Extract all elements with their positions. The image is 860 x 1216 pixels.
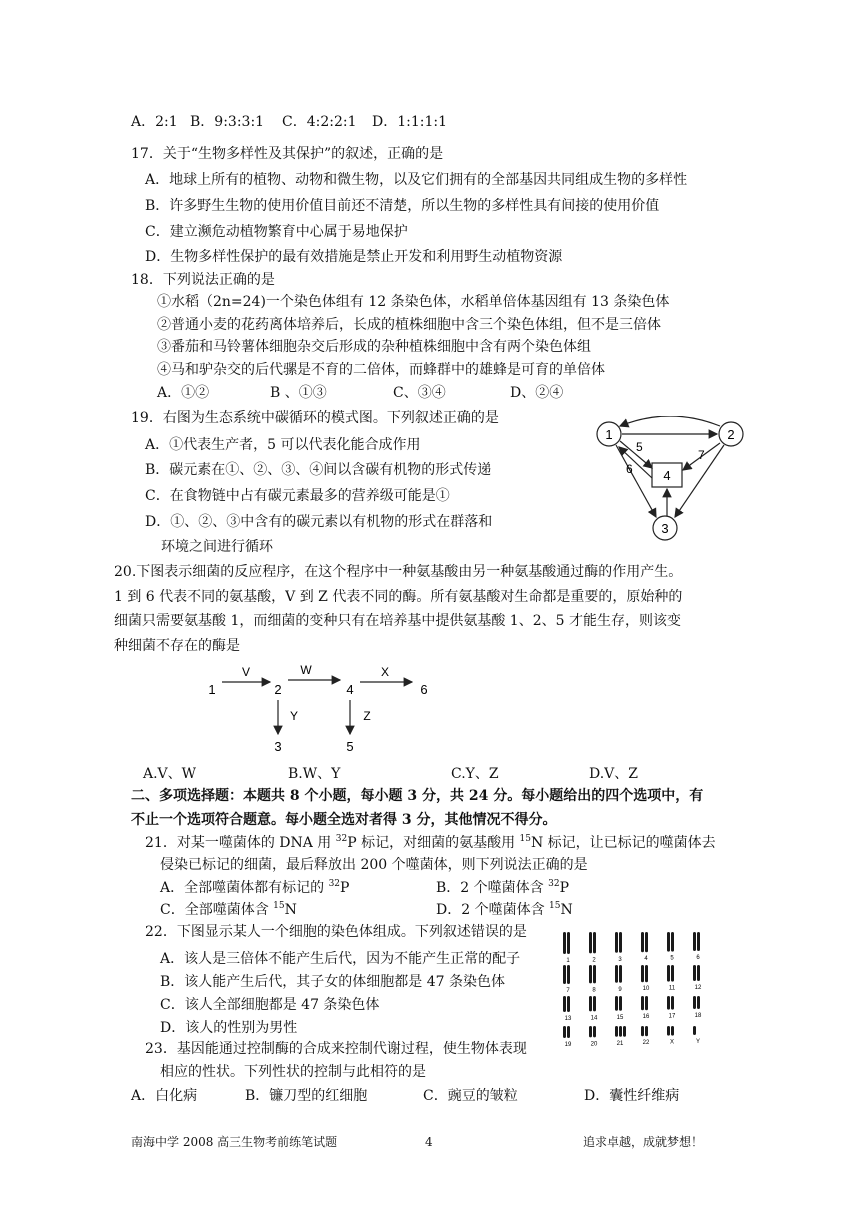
enzyme-z: Z <box>363 709 371 723</box>
q17-option-a: A．地球上所有的植物、动物和微生物，以及它们拥有的全部基因共同组成生物的多样性 <box>145 172 688 188</box>
chromosome <box>671 965 674 982</box>
chromosome <box>619 932 622 953</box>
chromosome <box>619 996 622 1011</box>
chromosome-label: 17 <box>668 1013 676 1020</box>
pathway-node-2: 2 <box>274 682 282 697</box>
q23-option-a: A．白化病 <box>131 1088 198 1104</box>
q18-statement-1: ①水稻（2n=24)一个染色体组有 12 条染色体，水稻单倍体基因组有 13 条染色体 <box>157 294 670 310</box>
q16-option-d: D．1:1:1:1 <box>372 114 448 130</box>
q17-option-c: C．建立濒危动植物繁育中心属于易地保护 <box>145 224 408 240</box>
chromosome <box>671 932 674 952</box>
q19-option-c: C．在食物链中占有碳元素最多的营养级可能是① <box>145 488 450 504</box>
chromosome <box>567 1026 570 1038</box>
chromosome-label: 2 <box>592 957 596 964</box>
chromosome <box>641 965 644 982</box>
chromosome <box>697 965 700 981</box>
chromosome-label: 13 <box>564 1016 572 1022</box>
chromosome <box>697 932 700 951</box>
q20-option-b: B.W、Y <box>288 766 341 782</box>
chromosome-label: 9 <box>618 986 622 993</box>
chromosome <box>589 932 592 953</box>
q20-option-d: D.V、Z <box>589 766 639 782</box>
enzyme-v: V <box>241 665 251 679</box>
q16-option-c: C．4:2:2:1 <box>282 114 357 130</box>
q21-option-b: B．2 个噬菌体含 $^{32}$P <box>436 879 569 896</box>
enzyme-w: W <box>300 663 312 677</box>
q21-option-d: D．2 个噬菌体含 $^{15}$N <box>436 901 573 918</box>
chromosome <box>567 965 570 984</box>
chromosome-label: 18 <box>694 1013 702 1019</box>
chromosome <box>667 965 670 982</box>
chromosome <box>563 965 566 984</box>
chromosome <box>671 996 674 1010</box>
edge-label-7: 7 <box>698 448 705 462</box>
q22-option-a: A．该人是三倍体不能产生后代，因为不能产生正常的配子 <box>160 951 521 967</box>
q23-option-c: C．豌豆的皱粒 <box>423 1088 518 1104</box>
chromosome-label: 7 <box>566 988 570 994</box>
chromosome <box>641 996 644 1010</box>
chromosome-label: 20 <box>590 1041 598 1048</box>
node-label-1: 1 <box>605 427 613 442</box>
q19-option-b: B．碳元素在①、②、③、④间以含碳有机物的形式传递 <box>145 462 492 478</box>
node-label-3: 3 <box>661 521 669 536</box>
q18-statement-3: ③番茄和马铃薯体细胞杂交后形成的杂种植株细胞中含有两个染色体组 <box>157 339 591 355</box>
chromosome-label: 4 <box>644 956 648 963</box>
chromosome <box>589 1026 592 1037</box>
chromosome <box>645 996 648 1010</box>
q18-statement-4: ④马和驴杂交的后代骡是不育的二倍体，而蜂群中的雄蜂是可育的单倍体 <box>157 362 605 378</box>
chromosome <box>589 965 592 983</box>
pathway-node-3: 3 <box>274 739 282 754</box>
node-label-2: 2 <box>727 427 735 442</box>
q17-option-b: B．许多野生生物的使用价值目前还不清楚，所以生物的多样性具有间接的使用价值 <box>145 198 660 214</box>
karyotype-image <box>556 928 726 1056</box>
q21-option-a: A．全部噬菌体都有标记的 $^{32}$P <box>160 879 350 896</box>
node-label-4: 4 <box>663 468 671 483</box>
chromosome <box>563 996 566 1012</box>
q20-stem-3: 细菌只需要氨基酸 1，而细菌的变种只有在培养基中提供氨基酸 1、2、5 才能生存，则该变 <box>114 613 681 629</box>
q17-option-d: D．生物多样性保护的最有效措施是禁止开发和利用野生动植物资源 <box>145 249 563 265</box>
q23-stem-2: 相应的性状。下列性状的控制与此相符的是 <box>160 1064 426 1080</box>
q16-option-b: B．9:3:3:1 <box>190 114 265 130</box>
enzyme-y: Y <box>289 709 299 723</box>
pathway-node-6: 6 <box>420 682 428 697</box>
q20-stem-1: 20.下图表示细菌的反应程序，在这个程序中一种氨基酸由另一种氨基酸通过酶的作用产生。 <box>114 564 683 580</box>
chromosome-label: 5 <box>670 955 674 962</box>
q23-stem-1: 23．基因能通过控制酶的合成来控制代谢过程，使生物体表现 <box>145 1041 527 1057</box>
q18-stem: 18．下列说法正确的是 <box>131 272 275 288</box>
chromosome <box>693 996 696 1009</box>
q22-option-c: C．该人全部细胞都是 47 条染色体 <box>160 997 380 1013</box>
chromosome-label: Y <box>695 1039 701 1045</box>
chromosome-label: 14 <box>590 1015 598 1022</box>
chromosome <box>567 996 570 1012</box>
chromosome <box>619 1026 622 1037</box>
q19-option-d: D．①、②、③中含有的碳元素以有机物的形式在群落和 <box>145 514 493 530</box>
carbon-cycle-diagram <box>592 416 752 546</box>
chromosome <box>623 1026 626 1037</box>
q19-option-a: A．①代表生产者，5 可以代表化能合成作用 <box>145 437 421 453</box>
chromosome-label: 19 <box>564 1042 572 1048</box>
chromosome <box>615 996 618 1011</box>
q18-option-b: B 、①③ <box>270 385 327 401</box>
chromosome <box>563 1026 566 1038</box>
enzyme-pathway-diagram <box>200 660 440 760</box>
q17-stem: 17．关于“生物多样性及其保护”的叙述，正确的是 <box>131 146 444 162</box>
chromosome <box>671 1026 674 1036</box>
chromosome-label: 15 <box>616 1014 624 1021</box>
chromosome <box>697 996 700 1009</box>
section2-heading-2: 不止一个选项符合题意。每小题全选对者得 3 分，其他情况不得分。 <box>131 812 557 828</box>
chromosome <box>593 996 596 1011</box>
chromosome <box>645 1026 648 1036</box>
chromosome-label: 8 <box>592 987 596 994</box>
q23-option-b: B．镰刀型的红细胞 <box>245 1088 368 1104</box>
chromosome-label: X <box>669 1039 675 1046</box>
chromosome <box>667 932 670 952</box>
chromosome <box>615 965 618 983</box>
q21-option-c: C．全部噬菌体含 $^{15}$N <box>160 901 297 918</box>
chromosome <box>589 996 592 1011</box>
chromosome-label: 3 <box>618 956 622 963</box>
chromosome <box>641 932 644 952</box>
section2-heading-1: 二、多项选择题：本题共 8 个小题，每小题 3 分，共 24 分。每小题给出的四个选项中，有 <box>131 788 704 804</box>
q23-option-d: D．囊性纤维病 <box>584 1088 680 1104</box>
q20-option-a: A.V、W <box>143 766 197 782</box>
q18-option-d: D、②④ <box>510 385 564 401</box>
q22-option-b: B．该人能产生后代，其子女的体细胞都是 47 条染色体 <box>160 974 506 990</box>
chromosome <box>593 1026 596 1037</box>
chromosome-label: 6 <box>696 955 700 961</box>
chromosome-label: 22 <box>642 1040 650 1047</box>
q22-stem: 22．下图显示某人一个细胞的染色体组成。下列叙述错误的是 <box>145 924 527 940</box>
chromosome-label: 12 <box>694 985 702 991</box>
q18-option-a: A．①② <box>157 385 210 401</box>
q20-option-c: C.Y、Z <box>451 766 499 782</box>
q18-statement-2: ②普通小麦的花药离体培养后，长成的植株细胞中含三个染色体组，但不是三倍体 <box>157 317 661 333</box>
chromosome <box>563 932 566 954</box>
chromosome <box>619 965 622 983</box>
chromosome <box>693 1026 696 1035</box>
footer-left: 南海中学 2008 高三生物考前练笔试题 <box>131 1135 338 1149</box>
chromosome-label: 1 <box>566 958 570 964</box>
q21-stem-1: 21．对某一噬菌体的 DNA 用 $^{32}$P 标记，对细菌的氨基酸用 $^{15}$N 标记，让已标记的噬菌体去 <box>145 834 716 851</box>
chromosome <box>667 1026 670 1036</box>
chromosome <box>593 965 596 983</box>
chromosome <box>645 965 648 982</box>
chromosome-label: 16 <box>642 1014 650 1021</box>
q20-stem-4: 种细菌不存在的酶是 <box>114 638 240 654</box>
q22-option-d: D．该人的性别为男性 <box>160 1020 298 1036</box>
pathway-node-4: 4 <box>346 682 354 697</box>
chromosome-label: 11 <box>668 985 676 992</box>
chromosome <box>641 1026 644 1036</box>
chromosome <box>615 932 618 953</box>
footer-page-number: 4 <box>425 1135 433 1149</box>
q20-stem-2: 1 到 6 代表不同的氨基酸，V 到 Z 代表不同的酶。所有氨基酸对生命都是重要的，原始种的 <box>114 589 683 605</box>
q21-stem-2: 侵染已标记的细菌，最后释放出 200 个噬菌体，则下列说法正确的是 <box>160 857 588 873</box>
q19-stem: 19．右图为生态系统中碳循环的模式图。下列叙述正确的是 <box>131 410 499 426</box>
chromosome <box>667 996 670 1010</box>
q18-option-c: C、③④ <box>393 385 446 401</box>
chromosome <box>693 932 696 951</box>
chromosome <box>593 932 596 953</box>
chromosome-label: 10 <box>642 986 650 993</box>
edge-label-6: 6 <box>626 462 633 476</box>
q16-option-a: A．2:1 <box>131 114 178 130</box>
chromosome-label: 21 <box>616 1040 624 1047</box>
edge-label-5: 5 <box>636 440 643 454</box>
chromosome <box>615 1026 618 1037</box>
enzyme-x: X <box>380 665 390 679</box>
chromosome <box>645 932 648 952</box>
pathway-node-1: 1 <box>208 682 216 697</box>
chromosome <box>567 932 570 954</box>
q19-option-d-cont: 环境之间进行循环 <box>161 539 273 555</box>
pathway-node-5: 5 <box>346 739 354 754</box>
chromosome <box>693 965 696 981</box>
footer-right: 追求卓越，成就梦想！ <box>583 1135 704 1149</box>
